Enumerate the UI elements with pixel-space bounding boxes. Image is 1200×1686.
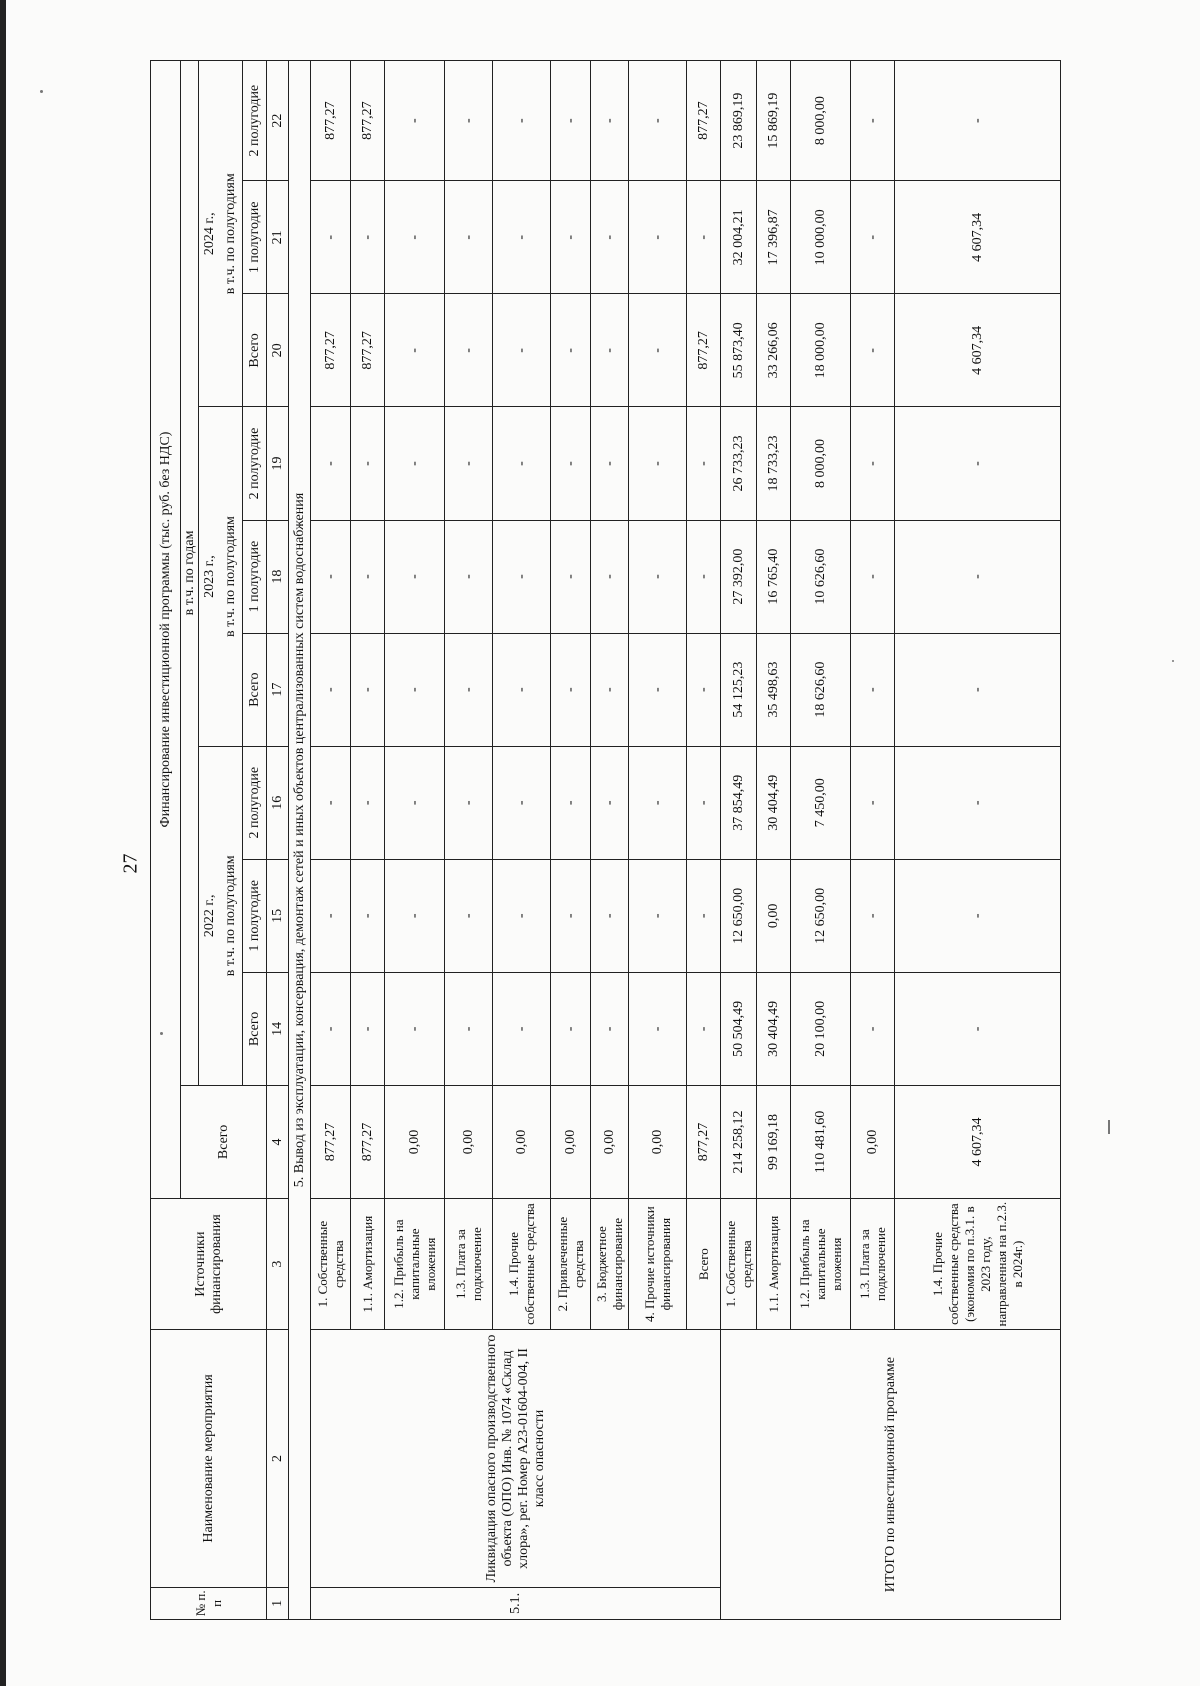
value-cell: - (493, 520, 551, 633)
value-cell: 877,27 (351, 294, 385, 407)
source-cell: 1.2. Прибыль на капитальные вложения (385, 1199, 445, 1330)
header-year-sub-2022: в т.ч. по полугодиям (221, 746, 243, 1085)
value-cell: - (551, 972, 591, 1085)
value-cell: 877,27 (311, 1085, 351, 1198)
value-cell: - (591, 859, 629, 972)
value-cell: 15 869,19 (757, 61, 791, 181)
value-cell: - (385, 746, 445, 859)
value-cell: - (385, 407, 445, 520)
financing-table (150, 60, 1061, 1620)
column-number: 21 (267, 181, 289, 294)
value-cell: 27 392,00 (721, 520, 757, 633)
value-cell: - (851, 407, 895, 520)
value-cell: - (687, 859, 721, 972)
value-cell: - (445, 633, 493, 746)
value-cell: - (385, 859, 445, 972)
value-cell: 0,00 (757, 859, 791, 972)
value-cell: - (351, 181, 385, 294)
value-cell: - (445, 61, 493, 181)
source-cell: 1. Собственные средства (721, 1199, 757, 1330)
value-cell: 32 004,21 (721, 181, 757, 294)
value-cell: - (493, 746, 551, 859)
header-source: Источники финансирования (151, 1199, 267, 1330)
source-cell: 4. Прочие источники финансирования (629, 1199, 687, 1330)
value-cell: - (445, 746, 493, 859)
source-cell: 1.3. Плата за подключение (851, 1199, 895, 1330)
value-cell: - (311, 746, 351, 859)
header-name: Наименование мероприятия (151, 1330, 267, 1587)
value-cell: - (311, 520, 351, 633)
item-row (311, 61, 351, 1620)
value-cell: 17 396,87 (757, 181, 791, 294)
value-cell: 877,27 (351, 1085, 385, 1198)
value-cell: - (895, 972, 1061, 1085)
header-num: № п. п (151, 1587, 267, 1619)
value-cell: - (551, 520, 591, 633)
header-subcol: 1 полугодие (243, 181, 267, 294)
column-number: 1 (267, 1587, 289, 1619)
value-cell: - (591, 633, 629, 746)
value-cell: 877,27 (687, 1085, 721, 1198)
value-cell: 35 498,63 (757, 633, 791, 746)
column-number: 16 (267, 746, 289, 859)
value-cell: 4 607,34 (895, 294, 1061, 407)
value-cell: 4 607,34 (895, 1085, 1061, 1198)
header-year-sub-2023: в т.ч. по полугодиям (221, 407, 243, 746)
value-cell: - (311, 181, 351, 294)
value-cell: 54 125,23 (721, 633, 757, 746)
value-cell: - (311, 633, 351, 746)
item-rows (311, 61, 721, 1620)
value-cell: - (493, 633, 551, 746)
source-cell: 1.2. Прибыль на капитальные вложения (791, 1199, 851, 1330)
value-cell: 877,27 (351, 61, 385, 181)
page-edge (0, 0, 6, 1686)
header-subcol: 1 полугодие (243, 520, 267, 633)
value-cell: 55 873,40 (721, 294, 757, 407)
value-cell: - (851, 633, 895, 746)
value-cell: - (385, 294, 445, 407)
value-cell: - (591, 972, 629, 1085)
value-cell: - (385, 181, 445, 294)
value-cell: - (851, 746, 895, 859)
column-number: 2 (267, 1330, 289, 1587)
value-cell: 16 765,40 (757, 520, 791, 633)
value-cell: 214 258,12 (721, 1085, 757, 1198)
value-cell: - (851, 61, 895, 181)
value-cell: - (351, 407, 385, 520)
value-cell: 4 607,34 (895, 181, 1061, 294)
item-name: Ликвидация опасного производственного объекта (ОПО) Инв. № 1074 «Склад хлора», рег. Номер А23-01604-004, II класс опасности (311, 1330, 721, 1587)
value-cell: - (445, 859, 493, 972)
source-cell: 1.1. Амортизация (351, 1199, 385, 1330)
value-cell: - (629, 61, 687, 181)
value-cell: - (629, 633, 687, 746)
header-year-sub-2024: в т.ч. по полугодиям (221, 61, 243, 407)
value-cell: 26 733,23 (721, 407, 757, 520)
column-number: 20 (267, 294, 289, 407)
value-cell: 30 404,49 (757, 972, 791, 1085)
value-cell: - (351, 746, 385, 859)
value-cell: - (551, 61, 591, 181)
value-cell: 20 100,00 (791, 972, 851, 1085)
value-cell: - (895, 407, 1061, 520)
value-cell: - (591, 407, 629, 520)
value-cell: - (351, 972, 385, 1085)
value-cell: - (687, 972, 721, 1085)
value-cell: - (687, 407, 721, 520)
value-cell: 877,27 (311, 294, 351, 407)
value-cell: - (895, 746, 1061, 859)
value-cell: 10 626,60 (791, 520, 851, 633)
value-cell: - (493, 972, 551, 1085)
value-cell: - (551, 294, 591, 407)
value-cell: - (551, 407, 591, 520)
value-cell: 8 000,00 (791, 61, 851, 181)
header-subcol: 1 полугодие (243, 859, 267, 972)
value-cell: - (445, 972, 493, 1085)
column-number: 22 (267, 61, 289, 181)
header-total: Всего (181, 1085, 267, 1198)
value-cell: - (351, 633, 385, 746)
column-number: 4 (267, 1085, 289, 1198)
column-number: 3 (267, 1199, 289, 1330)
source-cell: 1.4. Прочие собственные средства (493, 1199, 551, 1330)
value-cell: - (351, 859, 385, 972)
value-cell: 12 650,00 (721, 859, 757, 972)
header-year-2022: 2022 г., (199, 746, 221, 1085)
value-cell: - (851, 859, 895, 972)
header-subcol: 2 полугодие (243, 61, 267, 181)
source-cell: Всего (687, 1199, 721, 1330)
value-cell: - (895, 520, 1061, 633)
rotated-table-container (150, 60, 1200, 1620)
page-number: 27 (119, 853, 142, 874)
column-number: 17 (267, 633, 289, 746)
value-cell: - (591, 181, 629, 294)
value-cell: - (629, 520, 687, 633)
total-name: ИТОГО по инвестиционной программе (721, 1330, 1061, 1620)
source-cell: 1. Собственные средства (311, 1199, 351, 1330)
value-cell: 877,27 (687, 294, 721, 407)
header-subcol: 2 полугодие (243, 407, 267, 520)
value-cell: - (629, 294, 687, 407)
source-cell: 1.1. Амортизация (757, 1199, 791, 1330)
value-cell: 33 266,06 (757, 294, 791, 407)
value-cell: 8 000,00 (791, 407, 851, 520)
value-cell: - (385, 61, 445, 181)
column-number: 14 (267, 972, 289, 1085)
value-cell: - (895, 633, 1061, 746)
scan-speck (40, 90, 43, 93)
header-subcol: Всего (243, 294, 267, 407)
value-cell: - (493, 859, 551, 972)
value-cell: 0,00 (493, 1085, 551, 1198)
value-cell: 0,00 (385, 1085, 445, 1198)
value-cell: - (385, 520, 445, 633)
value-cell: - (895, 859, 1061, 972)
value-cell: - (591, 61, 629, 181)
value-cell: - (851, 972, 895, 1085)
value-cell: - (591, 520, 629, 633)
value-cell: - (445, 294, 493, 407)
value-cell: 12 650,00 (791, 859, 851, 972)
value-cell: 37 854,49 (721, 746, 757, 859)
value-cell: - (551, 633, 591, 746)
source-cell: 3. Бюджетное финансирование (591, 1199, 629, 1330)
column-number: 18 (267, 520, 289, 633)
value-cell: - (591, 746, 629, 859)
value-cell: 110 481,60 (791, 1085, 851, 1198)
value-cell: - (311, 972, 351, 1085)
header-year-2023: 2023 г., (199, 407, 221, 746)
item-number: 5.1. (311, 1587, 721, 1619)
value-cell: - (851, 181, 895, 294)
value-cell: 50 504,49 (721, 972, 757, 1085)
value-cell: - (493, 61, 551, 181)
header-subcol: 2 полугодие (243, 746, 267, 859)
value-cell: 0,00 (445, 1085, 493, 1198)
value-cell: - (591, 294, 629, 407)
value-cell: - (311, 407, 351, 520)
value-cell: 877,27 (687, 61, 721, 181)
value-cell: - (629, 181, 687, 294)
value-cell: - (895, 61, 1061, 181)
value-cell: - (493, 294, 551, 407)
column-number: 15 (267, 859, 289, 972)
value-cell: - (629, 746, 687, 859)
source-cell: 2. Привлеченные средства (551, 1199, 591, 1330)
value-cell: - (445, 520, 493, 633)
value-cell: 0,00 (551, 1085, 591, 1198)
value-cell: 0,00 (629, 1085, 687, 1198)
value-cell: 18 626,60 (791, 633, 851, 746)
value-cell: - (445, 181, 493, 294)
value-cell: - (629, 859, 687, 972)
value-cell: - (385, 633, 445, 746)
value-cell: - (551, 181, 591, 294)
header-year-2024: 2024 г., (199, 61, 221, 407)
section-title: 5. Вывод из эксплуатации, консервация, демонтаж сетей и иных объектов централизованных систем водоснабжения (289, 61, 311, 1620)
value-cell: - (445, 407, 493, 520)
source-cell: 1.4. Прочие собственные средства (экономия по п.3.1. в 2023 году, направленная на п.2.3. в 2024г.) (895, 1199, 1061, 1330)
value-cell: - (851, 294, 895, 407)
value-cell: - (629, 407, 687, 520)
value-cell: - (687, 520, 721, 633)
value-cell: - (687, 746, 721, 859)
value-cell: 30 404,49 (757, 746, 791, 859)
value-cell: - (351, 520, 385, 633)
total-rows (721, 61, 1061, 1620)
value-cell: - (311, 859, 351, 972)
value-cell: - (851, 520, 895, 633)
value-cell: - (551, 859, 591, 972)
value-cell: - (629, 972, 687, 1085)
column-number: 19 (267, 407, 289, 520)
header-subcol: Всего (243, 633, 267, 746)
value-cell: - (687, 181, 721, 294)
value-cell: - (551, 746, 591, 859)
value-cell: 7 450,00 (791, 746, 851, 859)
value-cell: 0,00 (591, 1085, 629, 1198)
value-cell: 23 869,19 (721, 61, 757, 181)
value-cell: - (493, 181, 551, 294)
value-cell: - (493, 407, 551, 520)
value-cell: 18 000,00 (791, 294, 851, 407)
value-cell: 18 733,23 (757, 407, 791, 520)
value-cell: 10 000,00 (791, 181, 851, 294)
value-cell: 0,00 (851, 1085, 895, 1198)
value-cell: 99 169,18 (757, 1085, 791, 1198)
header-financing: Финансирование инвестиционной программы (тыс. руб. без НДС) (151, 61, 181, 1199)
value-cell: 877,27 (311, 61, 351, 181)
total-row (721, 61, 757, 1620)
header-subcol: Всего (243, 972, 267, 1085)
value-cell: - (687, 633, 721, 746)
header-by-years: в т.ч. по годам (181, 61, 199, 1086)
source-cell: 1.3. Плата за подключение (445, 1199, 493, 1330)
value-cell: - (385, 972, 445, 1085)
